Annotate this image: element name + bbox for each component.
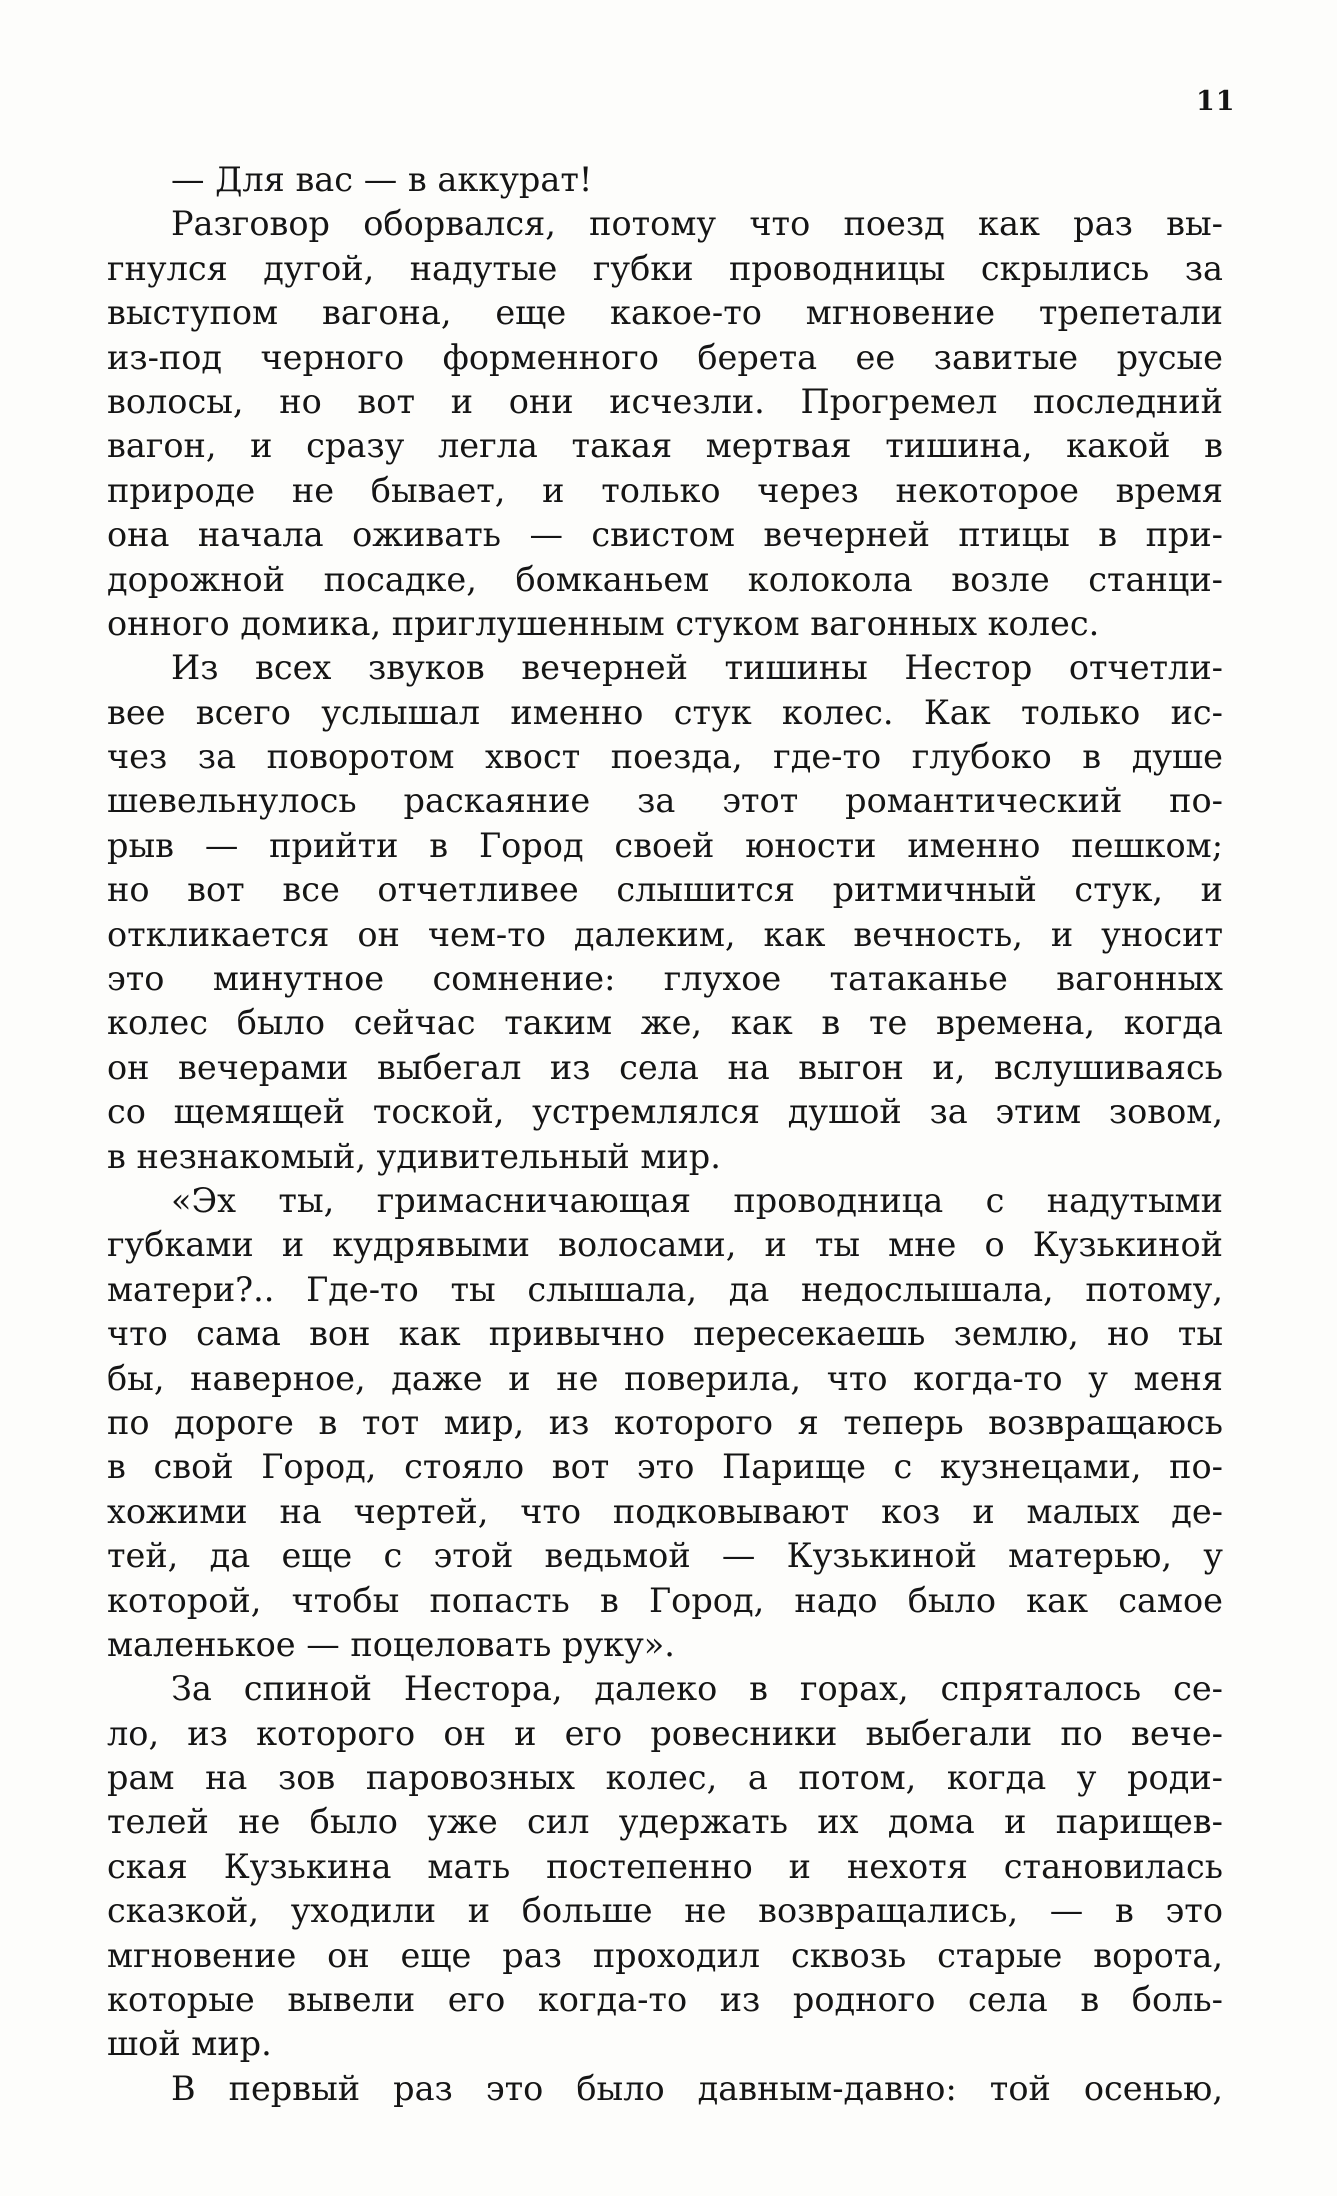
text-line: тей, да еще с этой ведьмой — Кузькиной матерью, у (107, 1536, 1223, 1576)
text-line: откликается он чем-то далеким, как вечность, и уносит (107, 914, 1223, 954)
text-line: онного домика, приглушенным стуком вагонных колес. (107, 603, 1100, 643)
text-line: рыв — прийти в Город своей юности именно пешком; (107, 825, 1223, 865)
text-line: телей не было уже сил удержать их дома и парищев- (107, 1802, 1223, 1842)
text-line: За спиной Нестора, далеко в горах, спряталось се- (171, 1669, 1223, 1709)
page-text (107, 158, 1223, 2111)
text-line: рам на зов паровозных колес, а потом, когда у роди- (107, 1758, 1223, 1798)
text-line: дорожной посадке, бомканьем колокола возле станци- (107, 559, 1223, 599)
text-line: губками и кудрявыми волосами, и ты мне о Кузькиной (107, 1225, 1223, 1265)
text-line: хожими на чертей, что подковывают коз и малых де- (107, 1491, 1223, 1531)
text-line: он вечерами выбегал из села на выгон и, вслушиваясь (107, 1047, 1223, 1087)
text-line: которой, чтобы попасть в Город, надо было как самое (107, 1580, 1223, 1620)
text-line: в незнакомый, удивительный мир. (107, 1136, 721, 1176)
text-line: она начала оживать — свистом вечерней птицы в при- (107, 515, 1223, 555)
text-line: вагон, и сразу легла такая мертвая тишина, какой в (107, 426, 1223, 466)
text-line: из-под черного форменного берета ее завитые русые (107, 337, 1223, 377)
text-line: в свой Город, стояло вот это Парище с кузнецами, по- (107, 1447, 1223, 1487)
text-line: Из всех звуков вечерней тишины Нестор отчетли- (171, 648, 1223, 688)
text-line: волосы, но вот и они исчезли. Прогремел последний (107, 381, 1223, 421)
text-line: выступом вагона, еще какое-то мгновение трепетали (107, 293, 1223, 333)
text-line: гнулся дугой, надутые губки проводницы скрылись за (107, 248, 1223, 288)
text-line: ская Кузькина мать постепенно и нехотя становилась (107, 1846, 1223, 1886)
text-line: Разговор оборвался, потому что поезд как раз вы- (171, 204, 1223, 244)
text-line: но вот все отчетливее слышится ритмичный стук, и (107, 870, 1223, 910)
text-line: чез за поворотом хвост поезда, где-то глубоко в душе (107, 737, 1223, 777)
text-line: мгновение он еще раз проходил сквозь старые ворота, (107, 1935, 1223, 1975)
text-line: сказкой, уходили и больше не возвращались, — в это (107, 1891, 1223, 1931)
text-line: «Эх ты, гримасничающая проводница с надутыми (171, 1180, 1223, 1220)
text-line: колес было сейчас таким же, как в те времена, когда (107, 1003, 1223, 1043)
text-line: матери?.. Где-то ты слышала, да недослышала, потому, (107, 1269, 1223, 1309)
text-line: бы, наверное, даже и не поверила, что когда-то у меня (107, 1358, 1223, 1398)
page-number: 11 (1196, 86, 1236, 117)
text-line: которые вывели его когда-то из родного села в боль- (107, 1980, 1223, 2020)
text-line: ло, из которого он и его ровесники выбегали по вече- (107, 1713, 1223, 1753)
text-line: В первый раз это было давным-давно: той осенью, (171, 2068, 1223, 2108)
text-line: шой мир. (107, 2024, 272, 2064)
text-line: — Для вас — в аккурат! (171, 160, 593, 199)
text-line: со щемящей тоской, устремлялся душой за этим зовом, (107, 1092, 1223, 1132)
text-line: вее всего услышал именно стук колес. Как только ис- (107, 692, 1223, 732)
text-line: маленькое — поцеловать руку». (107, 1624, 675, 1664)
text-line: по дороге в тот мир, из которого я теперь возвращаюсь (107, 1402, 1223, 1442)
text-line: шевельнулось раскаяние за этот романтический по- (107, 781, 1223, 821)
text-line: что сама вон как привычно пересекаешь землю, но ты (107, 1314, 1223, 1354)
text-line: это минутное сомнение: глухое татаканье вагонных (107, 959, 1223, 999)
text-line: природе не бывает, и только через некоторое время (107, 470, 1223, 510)
